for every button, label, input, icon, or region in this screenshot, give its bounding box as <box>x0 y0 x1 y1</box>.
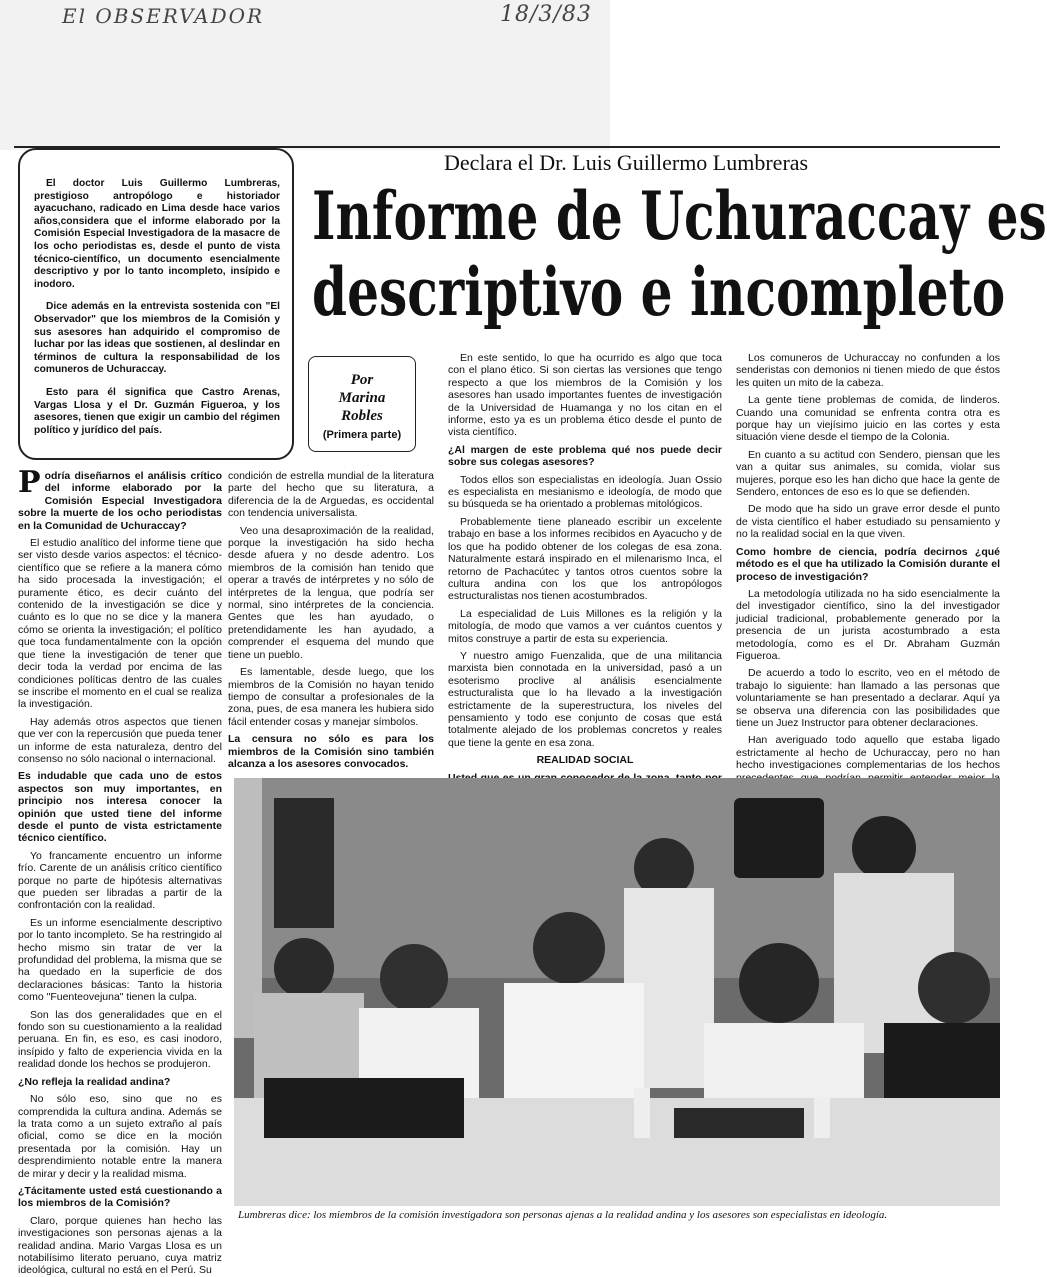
paragraph: Han averiguado todo aquello que estaba ligado estrictamente al hecho de Uchuraccay, pero no han hecho investigaciones complementarias de los hechos <box>736 734 1000 772</box>
byline-last-name: Robles <box>341 408 383 424</box>
paragraph: Son las dos generalidades que en el fondo son su cuestionamiento a la realidad peruana. En fin, es eso, es casi inodoro, insípido y falto de experiencia vivida en la realidad donde los hechos se produjeron. <box>18 1008 222 1071</box>
summary-box <box>18 148 294 460</box>
paragraph: En cuanto a su actitud con Sendero, piensan que les van a quitar sus animales, su comida, violar sus mujeres, porque eso les han dicho que hace la gente de Sendero, entonces de eso es lo que se defienden. <box>736 448 1000 499</box>
paragraph: La metodología utilizada no ha sido esencialmente la del investigador científico, sino la del investigador judicial tradicional, probablemente generado por la presencia de un jurista acostumbrado a esta metodología, como es el Dr. Abraham Guzmán Figueroa. <box>736 587 1000 662</box>
photo-caption: Lumbreras dice: los miembros de la comisión investigadora son personas ajenas a la realidad andina y los asesores son especialistas en ideología. <box>238 1209 888 1221</box>
press-conference-photo <box>234 778 1000 1206</box>
question: La censura no sólo es para los miembros de la Comisión sino también alcanza a los asesores convocados. <box>228 733 434 770</box>
question: Como hombre de ciencia, podría decirnos ¿qué método es el que ha utilizado la Comisión durante el proceso de investigación? <box>736 545 1000 583</box>
article-column-4 <box>736 352 1000 772</box>
paragraph: De acuerdo a todo lo escrito, veo en el método de trabajo lo siguiente: han llamado a las personas que voluntariamente se han presentado a declarar. Aquí ya se observa una diferencia con las posibilidades que tiene un Juez Instructor para obtener declaraciones. <box>736 667 1000 729</box>
paragraph: Todos ellos son especialistas en ideología. Juan Ossio es especialista en mesianismo e ideología, de modo que su búsqueda se ha orientado a problemas mitológicos. <box>448 473 722 511</box>
summary-paragraph: El doctor Luis Guillermo Lumbreras, prestigioso antropólogo e historiador ayacuchano, radicado en Lima desde hace varios años,considera que el informe elaborado por la Comisión Especial Investigadora de la masacre de los ocho periodistas es, desde el punto de vista técnico-científico, un documento esencialmente descriptivo y por lo tanto incompleto, insípido e inodoro. <box>34 178 280 290</box>
paragraph: Claro, porque quienes han hecho las investigaciones son personas ajenas a la realidad andina. Mario Vargas Llosa es un notabilísimo literato peruano, cuya matriz ideológica, cultural no está en el Perú. Su <box>18 1214 222 1277</box>
paragraph: Los comuneros de Uchuraccay no confunden a los senderistas con demonios ni tienen miedo de que éstos les quiten un mito de la cabeza. <box>736 352 1000 389</box>
article-column-1 <box>18 465 222 1277</box>
byline-por: Por <box>350 372 374 388</box>
article-column-2 <box>228 470 434 770</box>
kicker: Declara el Dr. Luis Guillermo Lumbreras <box>444 150 809 175</box>
paragraph: Hay además otros aspectos que tienen que ver con la repercusión que pueda tener un informe de esta naturaleza, dentro del consenso no sólo nacional o internacional. <box>18 715 222 765</box>
photo-illustration <box>234 778 1000 1206</box>
handwritten-publication-name: El OBSERVADOR <box>62 4 265 28</box>
paragraph: En este sentido, lo que ha ocurrido es algo que toca con el plano ético. Si son ciertas las versiones que tengo respecto a que los miembros de la Comisión y los asesores han usado importantes fuentes de investigación de la Universidad de Huamanga y no los citan en el informe, esto ya es un problema ético desde el punto de vista científico. <box>448 352 722 439</box>
summary-paragraph: Dice además en la entrevista sostenida con "El Observador" que los miembros de la Comisión y sus asesores han adquirido el compromiso de luchar por las ideas que sostienen, al deslindar en términos de cultura la responsabilidad de los comuneros de Uchuraccay. <box>34 301 280 376</box>
question: Es indudable que cada uno de estos aspectos son muy importantes, en principio nos interesa conocer la opinión que usted tiene del informe desde el punto de vista estrictamente técnico científico. <box>18 770 222 845</box>
byline-box <box>308 356 416 452</box>
headline <box>312 177 1047 331</box>
paragraph: Y nuestro amigo Fuenzalida, que de una militancia marxista bien connotada en la universidad, pasó a un esoterismo proclive al análisis esencialmente estructuralista que lo ha llevado a la investigación estrictamente de la superestructura, los niveles del pensamiento y todo ese conjunto de cosas que está totalmente alejado de los problemas concretos y reales que tiene la gente en esa zona. <box>448 649 722 749</box>
paragraph: Es lamentable, desde luego, que los miembros de la Comisión no hayan tenido tiempo de consultar a profesionales de la zona, pues, de esa manera les hubiera sido fácil entender cosas y manejar símbolos. <box>228 666 434 728</box>
paragraph: La gente tiene problemas de comida, de linderos. Cuando una comunidad se enfrenta contra otra es porque hay un viejísimo juicio en las cortes y esta situación viene desde el tiempo de la Colonia. <box>736 394 1000 444</box>
paragraph: condición de estrella mundial de la literatura parte del hecho que su literatura, a diferencia de la de Arguedas, es occidental con tendencia universalista. <box>228 470 434 520</box>
summary-paragraph: Esto para él significa que Castro Arenas, Vargas Llosa y el Dr. Guzmán Figueroa, y los asesores, tienen que exigir un cambio del régimen político y jurídico del país. <box>34 386 280 436</box>
paragraph: De modo que ha sido un grave error desde el punto de vista científico el haber estudiado su pensamiento y no la realidad social en la que viven. <box>736 503 1000 541</box>
paragraph: Probablemente tiene planeado escribir un excelente trabajo en base a los informes recibidos en Ayacucho y de los que ha podido obtener de los colegas de esa zona. Naturalmente estará inspirado en el milenarismo Inca, el retorno de Pachacútec y tantos otros cuentos sobre la cultura andina con los que los antropólogos estructuralistas nos tienen acostumbrados. <box>448 515 722 603</box>
paragraph: La especialidad de Luis Millones es la religión y la mitología, de modo que vamos a ver cuántos cuentos y mitos construye a partir de esta su experiencia. <box>448 607 722 645</box>
subheading: REALIDAD SOCIAL <box>536 754 634 767</box>
article-column-3 <box>448 352 722 772</box>
paragraph: Es un informe esencialmente descriptivo por lo tanto incompleto. Se ha restringido al hecho mismo sin tratar de ver la profundidad del problema, la misma que se ha quedado en la superficie de dos declaraciones básicas: Tanto la historia como "Fuenteovejuna" tienen la culpa. <box>18 916 222 1004</box>
paragraph: Veo una desaproximación de la realidad, porque la investigación ha sido hecha desde afuera y no desde adentro. Los miembros de la comisión han tenido que operar a través de intérpretes y no sólo de intérpretes de la lengua, que podría ser normal, sino intérpretes de la conciencia. Gentes que les han ayudado, o pretendidamente les han ayudado, a comprender el esquema del mundo que tiene un pueblo. <box>228 524 434 661</box>
headline-line-1: Informe de Uchuraccay es <box>312 177 1047 255</box>
paragraph: No sólo eso, sino que no es comprendida la cultura andina. Además se la trata como a un sujeto extraño al país oficial, como se dice en la moción presentada por la comisión. Hay un desprendimiento notable entre la manera de mirar y decir y la realidad misma. <box>18 1093 222 1180</box>
handwritten-date: 18/3/83 <box>500 2 592 27</box>
headline-line-2: descriptivo e incompleto <box>312 253 1006 331</box>
question: ¿Al margen de este problema qué nos puede decir sobre sus colegas asesores? <box>448 443 722 469</box>
question: Podría diseñarnos el análisis crítico del informe elaborado por la Comisión Especial Investigadora sobre la muerte de los ocho periodistas en la Comunidad de Uchuraccay? <box>18 465 222 532</box>
question: ¿No refleja la realidad andina? <box>18 1075 171 1088</box>
paragraph: Yo francamente encuentro un informe frío. Carente de un análisis crítico científico porque no parte de hipótesis alternativas que pueden ser libradas a partir de la confrontación con la realidad. <box>18 849 222 912</box>
question: ¿Tácitamente usted está cuestionando a los miembros de la Comisión? <box>18 1184 222 1210</box>
byline-first-name: Marina <box>338 390 386 406</box>
paragraph: El estudio analítico del informe tiene que ser visto desde varios aspectos: el técnico-científico que se refiere a la manera cómo ha sido procesada la investigación; el puramente ético, es decir cuánto del contenido de la investigación se dice y cuánto es lo que no se dice y la manera cómo se orienta la investigación; el político que toca fundamentalmente con la opción que tiene la investigación de tener que decir toda la verdad por encima de las condiciones políticas dentro de las cuales se inscribe el momento en el cual se realiza la investigación. <box>18 537 222 711</box>
byline-part: (Primera parte) <box>322 429 402 441</box>
